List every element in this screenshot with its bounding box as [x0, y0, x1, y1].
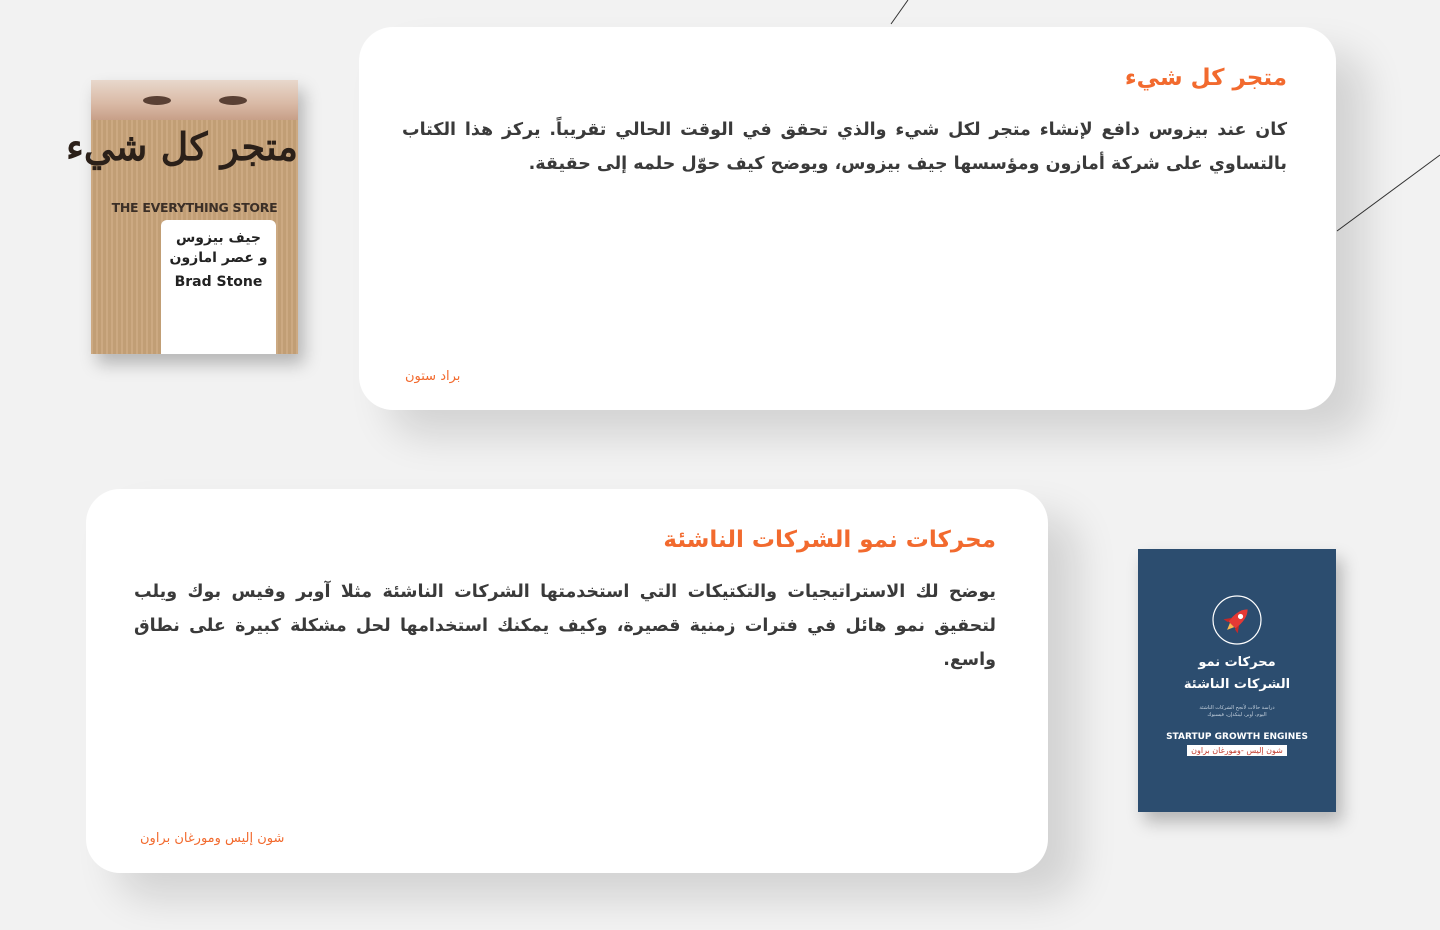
cover-english-title: STARTUP GROWTH ENGINES [1166, 732, 1308, 742]
cover-tagline-line1: دراسة حالات لأنجح الشركات الناشئة [1199, 705, 1275, 711]
cover-label [161, 220, 276, 354]
book-author: شون إليس ومورغان براون [140, 831, 285, 846]
cover-arabic-title-line1: محركات نمو [1198, 655, 1276, 670]
cover-arabic-title: متجر كل شيء [65, 124, 298, 169]
book-card-everything-store[interactable] [359, 27, 1336, 410]
cover-english-title: THE EVERYTHING STORE [111, 200, 278, 215]
cover-arabic-title-line2: الشركات الناشئة [1183, 677, 1291, 692]
book-author: براد ستون [405, 369, 461, 384]
cover-subtitle-line1: جيف بيزوس [175, 230, 262, 246]
cover-subtitle-line2: و عصر امازون [169, 250, 268, 266]
book-card-startup-growth-engines[interactable] [86, 489, 1048, 873]
book-cover-startup-growth-engines[interactable] [1138, 549, 1336, 812]
book-title: محركات نمو الشركات الناشئة [663, 527, 996, 553]
book-cover-everything-store[interactable] [65, 80, 298, 354]
cover-author-en: Brad Stone [174, 274, 263, 290]
rocket-icon [1212, 595, 1262, 645]
cover-tagline-line2: اليوم، أوبر، لينكدإن، فيسبوك [1207, 712, 1267, 718]
book-description: يوضح لك الاستراتيجيات والتكتيكات التي استخدمتها الشركات الناشئة مثلا آوبر وفيس بوك ويلب لتحقيق نمو هائل في فترات زمنية قصيرة، وكيف يمكنك استخدامها لحل مشكلة كبيرة على نطاق واسع. [134, 582, 996, 670]
cover-authors-strip: شون إليس -ومورغان براون [1187, 745, 1287, 756]
cover-face-image [91, 80, 298, 120]
book-description: كان عند بيزوس دافع لإنشاء متجر لكل شيء والذي تحقق في الوقت الحالي تقريباً. يركز هذا الكتاب بالتساوي على شركة أمازون ومؤسسها جيف بيزوس، ويوضح كيف حوّل حلمه إلى حقيقة. [402, 120, 1287, 174]
book-title: متجر كل شيء [1124, 65, 1287, 91]
